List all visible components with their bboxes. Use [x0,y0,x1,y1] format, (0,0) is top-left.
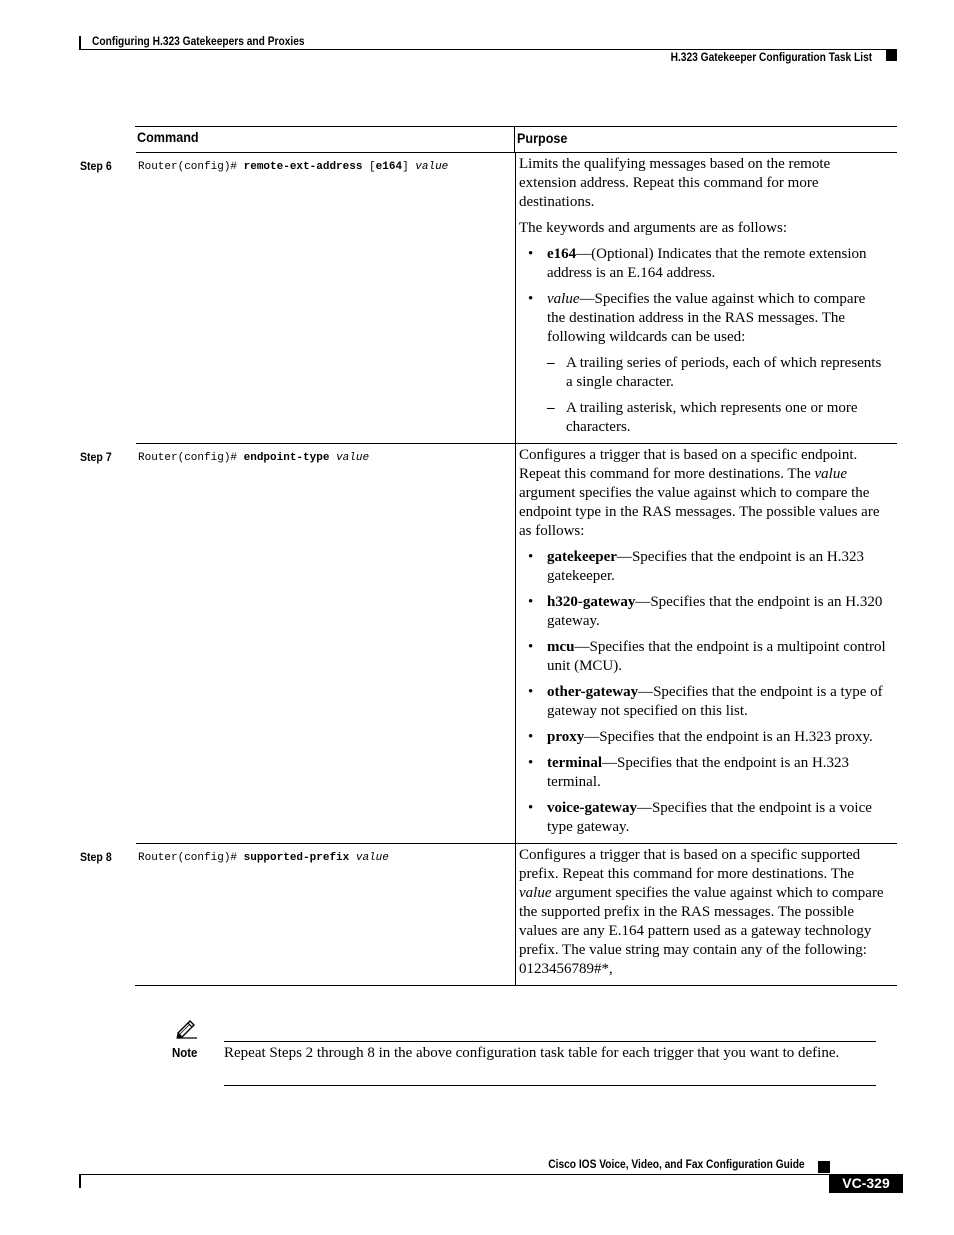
list-item: • value—Specifies the value against which to compare the destination address in the RAS messages. The following wildcards can be used: [528,290,887,347]
list-item: – A trailing asterisk, which represents one or more characters. [547,399,887,437]
list-item: • mcu—Specifies that the endpoint is a multipoint control unit (MCU). [528,638,887,676]
table-bottom-rule [135,985,897,986]
purpose-cell: Limits the qualifying messages based on the remote extension address. Repeat this command for more destinations. The keywords and arguments are as follows: • e164—(Optional) Indicates that the remote extension address is an E.164 address. • value—Specifies the value against which to compare the destination address in the RAS messages. The following wildcards can be used: – A trailing series of periods, each of which represents a single character. – A trailing asterisk, which represents one or more characters. [516,152,897,443]
list-item: • terminal—Specifies that the endpoint is an H.323 terminal. [528,754,887,792]
table-row-step-7 [80,443,897,843]
step-label: Step 6 [80,159,112,173]
command-cell: Router(config)# endpoint-type value [136,443,516,843]
header-rule-vertical [79,36,81,50]
command-table [80,126,897,986]
purpose-column-header: Purpose [517,130,568,146]
table-row-step-6 [80,152,897,443]
table-header [135,126,897,152]
guide-title: Cisco IOS Voice, Video, and Fax Configuration Guide [548,1157,805,1171]
list-item: • proxy—Specifies that the endpoint is an H.323 proxy. [528,728,887,747]
chapter-title: Configuring H.323 Gatekeepers and Proxies [92,34,305,48]
step-label: Step 8 [80,850,112,864]
purpose-cell: Configures a trigger that is based on a specific endpoint. Repeat this command for more destinations. The value argument specifies the value against which to compare the endpoint type in the RAS messages. The possible values are as follows: • gatekeeper—Specifies that the endpoint is an H.323 gatekeeper. • h320-gateway—Specifies that the endpoint is an H.320 gateway. • mcu—Specifies that the endpoint is a multipoint control unit (MCU). • other-gateway—Specifies that the endpoint is a type of gateway not specified on this list. • proxy—Specifies that the endpoint is an H.323 proxy. • terminal—Specifies that the endpoint is an H.323 terminal. • voice-gateway—Specifies that the endpoint is a voice type gateway. [516,443,897,843]
footer-marker [818,1161,830,1173]
page-number: VC-329 [829,1174,903,1193]
note-label: Note [172,1045,198,1060]
list-item: • voice-gateway—Specifies that the endpoint is a voice type gateway. [528,799,887,837]
footer-rule-vertical [79,1174,81,1188]
pencil-note-icon [175,1019,199,1044]
table-row-step-8 [80,843,897,985]
list-item: • h320-gateway—Specifies that the endpoint is an H.320 gateway. [528,593,887,631]
section-title: H.323 Gatekeeper Configuration Task List [670,50,872,64]
list-item: • e164—(Optional) Indicates that the remote extension address is an E.164 address. [528,245,887,283]
command-column-header: Command [135,127,515,152]
list-item: – A trailing series of periods, each of which represents a single character. [547,354,887,392]
header-marker [886,50,897,61]
note-text: Repeat Steps 2 through 8 in the above configuration task table for each trigger that you want to define. [224,1045,840,1061]
note-rule-top [224,1041,876,1042]
list-item: • gatekeeper—Specifies that the endpoint is an H.323 gatekeeper. [528,548,887,586]
step-label: Step 7 [80,450,112,464]
command-cell: Router(config)# supported-prefix value [136,843,516,985]
footer-rule [79,1174,830,1175]
purpose-cell: Configures a trigger that is based on a specific supported prefix. Repeat this command for more destinations. The value argument specifies the value against which to compare the supported prefix in the RAS messages. The possible values are any E.164 pattern used as a gateway technology prefix. The value string may contain any of the following: 0123456789#*, [516,843,897,985]
note-rule-bottom [224,1085,876,1086]
list-item: • other-gateway—Specifies that the endpoint is a type of gateway not specified on this list. [528,683,887,721]
command-cell: Router(config)# remote-ext-address [e164] value [136,152,516,443]
